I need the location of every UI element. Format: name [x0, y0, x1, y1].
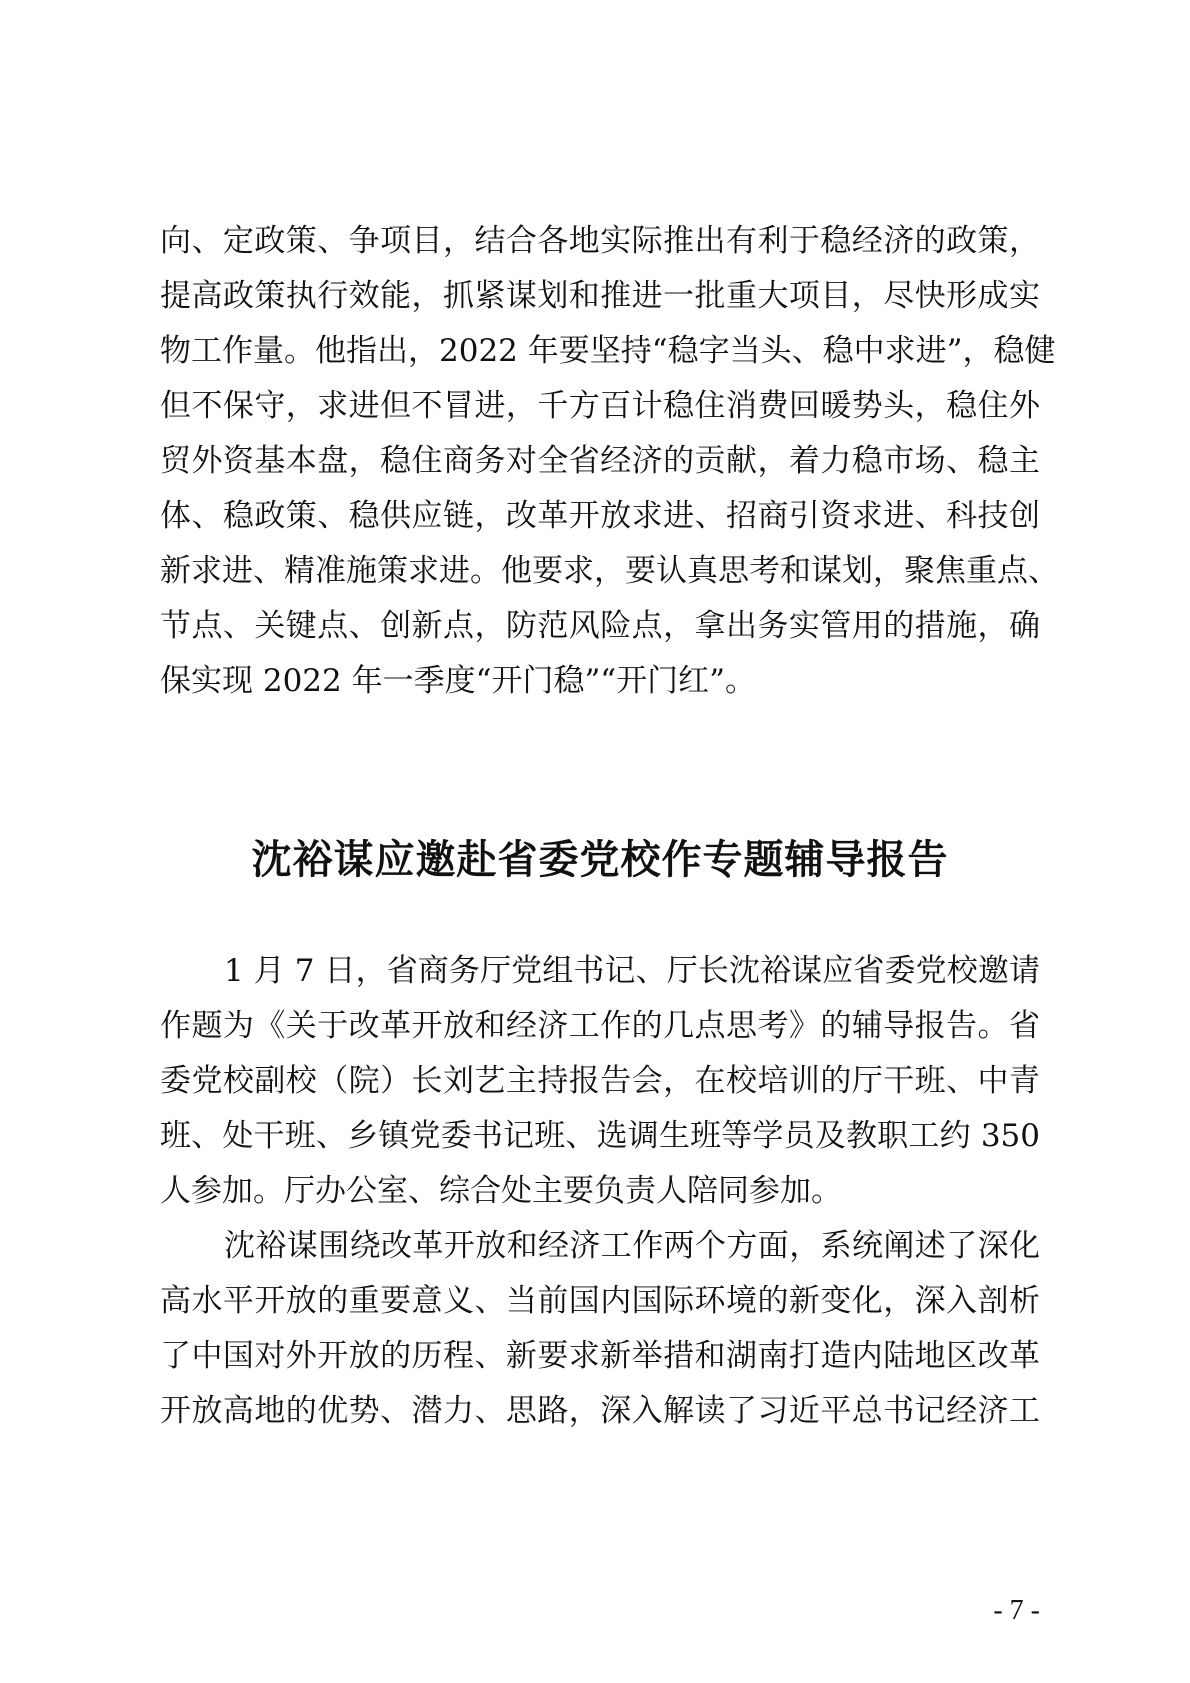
text-line: 节点、关键点、创新点，防范风险点，拿出务实管用的措施，确 — [160, 608, 1040, 644]
paragraph-continued — [160, 214, 1059, 709]
text-line: 向、定政策、争项目，结合各地实际推出有利于稳经济的政策， — [160, 223, 1040, 259]
article-title: 沈裕谋应邀赴省委党校作专题辅导报告 — [251, 837, 949, 883]
text-line: 体、稳政策、稳供应链，改革开放求进、招商引资求进、科技创 — [160, 498, 1040, 534]
text-line: 1 月 7 日，省商务厅党组书记、厅长沈裕谋应省委党校邀请 — [224, 953, 1040, 989]
article-paragraph-2 — [160, 1219, 1040, 1439]
text-line: 物工作量。他指出，2022 年要坚持“稳字当头、稳中求进”，稳健 — [160, 333, 1056, 369]
text-line: 班、处干班、乡镇党委书记班、选调生班等学员及教职工约 350 — [160, 1118, 1040, 1154]
text-line: 新求进、精准施策求进。他要求，要认真思考和谋划，聚焦重点、 — [160, 553, 1059, 589]
text-line: 了中国对外开放的历程、新要求新举措和湖南打造内陆地区改革 — [160, 1338, 1040, 1374]
text-line: 贸外资基本盘，稳住商务对全省经济的贡献，着力稳市场、稳主 — [160, 443, 1040, 479]
text-line: 高水平开放的重要意义、当前国内国际环境的新变化，深入剖析 — [160, 1283, 1040, 1319]
article-paragraph-1 — [160, 944, 1040, 1219]
text-line: 但不保守，求进但不冒进，千方百计稳住消费回暖势头，稳住外 — [160, 388, 1040, 424]
text-line: 沈裕谋围绕改革开放和经济工作两个方面，系统阐述了深化 — [224, 1228, 1040, 1264]
text-line: 提高政策执行效能，抓紧谋划和推进一批重大项目，尽快形成实 — [160, 278, 1040, 314]
text-line: 开放高地的优势、潜力、思路，深入解读了习近平总书记经济工 — [160, 1393, 1040, 1429]
text-line: 作题为《关于改革开放和经济工作的几点思考》的辅导报告。省 — [160, 1008, 1040, 1044]
text-line: 保实现 2022 年一季度“开门稳”“开门红”。 — [160, 663, 756, 699]
page-number: - 7 - — [993, 1595, 1040, 1626]
text-line: 人参加。厅办公室、综合处主要负责人陪同参加。 — [160, 1173, 842, 1209]
text-line: 委党校副校（院）长刘艺主持报告会，在校培训的厅干班、中青 — [160, 1063, 1040, 1099]
